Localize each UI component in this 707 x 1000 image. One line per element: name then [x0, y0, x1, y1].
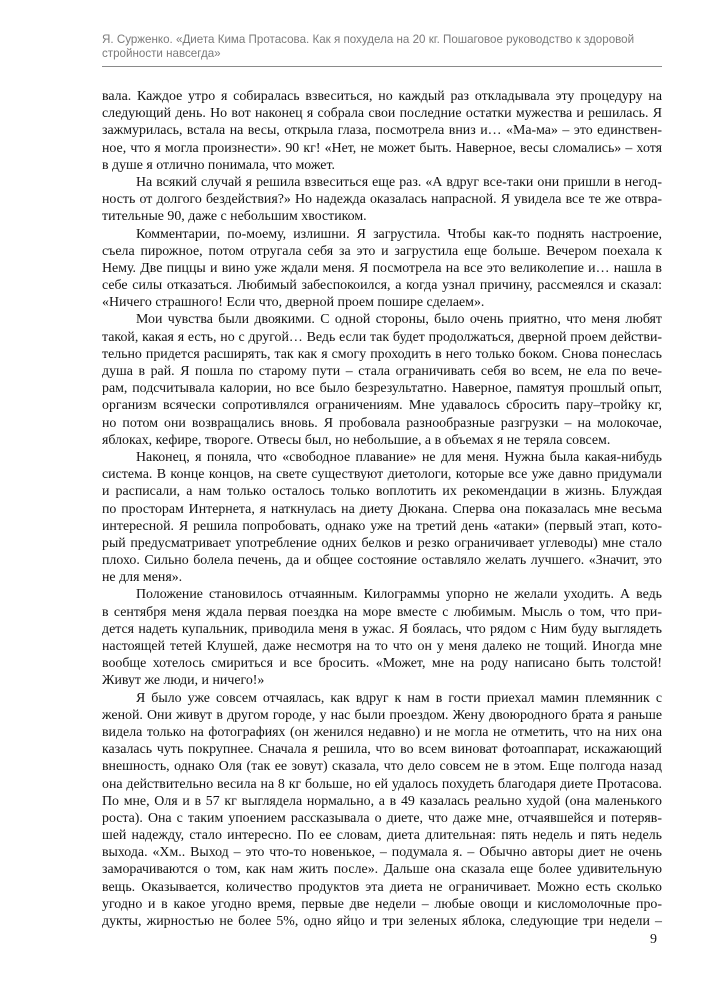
paragraph: [102, 311, 662, 449]
text-line: дукты, жирностью не более 5%, одно яйцо и три зеленых яблока, следующие три недели –: [102, 914, 662, 929]
text-line: По мне, Оля и в 57 кг выглядела нормально, а в 49 казалась реально худой (она маленького: [102, 793, 662, 809]
text-line: съела пирожное, потом отругала себя за это и загрустила еще больше. Вечером поехала к: [102, 243, 662, 259]
text-line: Наконец, я поняла, что «свободное плавание» не для меня. Нужна была какая-нибудь: [136, 449, 662, 465]
text-line: Нему. Две пиццы и вино уже ждали меня. Я посмотрела на все это великолепие и… нашла в: [102, 260, 662, 276]
paragraph: [102, 586, 662, 689]
text-line: видела только на фотографиях (он женился недавно) и не могла не отметить, что на них она: [102, 724, 662, 740]
text-line: Живут же люди, и ничего!»: [102, 673, 265, 689]
text-line: душа в рай. Я пошла по старому пути – стала ограничивать себя во всем, не ела по вече-: [102, 364, 662, 379]
text-line: дется надеть купальник, приводила меня в ужас. Я боялась, что рядом с Ним буду выглядеть: [102, 621, 662, 637]
text-line: «Ничего страшного! Если что, дверной проем пошире сделаем».: [102, 295, 485, 311]
paragraph: [102, 449, 662, 587]
text-line: система. В конце концов, на свете существуют диетологи, которые все уже давно придумали: [102, 467, 662, 483]
text-line: в сентября меня ждала первая поездка на море вместе с любимым. Мысль о том, что при-: [102, 604, 662, 620]
text-line: настоящей тетей Клушей, даже несмотря на то что он у меня далеко не тощий. Иногда мне: [102, 639, 662, 654]
text-line: тительные 90, даже с небольшим хвостиком.: [102, 209, 367, 225]
text-line: казалась чуть покрупнее. Сначала я решила, что во всем виноват фотоаппарат, искажающий: [102, 742, 662, 758]
text-line: организм всячески сопротивлялся ограничениям. Мне удавалось сбросить пару–тройку кг,: [102, 398, 662, 414]
text-line: На всякий случай я решила взвеситься еще раз. «А вдруг все-таки они пришли в негод-: [136, 174, 662, 190]
paragraph: [102, 690, 662, 931]
text-line: вообще хотелось смириться и все бросить. «Может, мне на роду написано быть толстой!: [102, 656, 662, 672]
page-number: 9: [650, 932, 657, 947]
header-divider: [102, 66, 662, 67]
text-line: рый предусматривает употребление одних белков и резко ограничивает углеводы) мне стало: [102, 535, 662, 551]
paragraph: [102, 88, 662, 174]
text-line: интересной. Я решила попробовать, однако уже на третий день «атаки» (первый этап, кото-: [102, 518, 662, 534]
running-header: Я. Сурженко. «Диета Кима Протасова. Как я похудела на 20 кг. Пошаговое руководство к здоровой стройности навсегда»: [102, 33, 635, 60]
text-line: выхода. «Хм.. Выход – это что-то новенькое, – подумала я. – Обычно авторы диет не очень: [102, 845, 662, 861]
text-line: Положение становилось отчаянным. Килограммы упорно не желали уходить. А ведь: [136, 587, 662, 603]
text-line: она действительно весила на 8 кг больше, но ей удалось похудеть благодаря диете Протасова.: [102, 776, 662, 792]
text-line: женой. Они живут в другом городе, у нас были проездом. Жену двоюродного брата я раньше: [102, 707, 662, 723]
text-line: не для меня».: [102, 570, 183, 586]
text-line: вала. Каждое утро я собиралась взвеситься, но каждый раз откладывала эту процедуру на: [102, 89, 662, 104]
text-line: рам, подсчитывала калории, но все было безрезультатно. Наверное, памятуя прошлый опыт,: [102, 381, 662, 397]
text-line: следующий день. Но вот наконец я собрала свои последние остатки мужества и решилась. Я: [102, 106, 662, 122]
paragraph: [102, 174, 662, 226]
text-line: яблоках, кефире, твороге. Отвесы был, но небольшие, а в объемах я не теряла совсем.: [102, 432, 611, 448]
text-line: ность от долгого бездействия?» Но надежда оказалась напрасной. Я увидела все те же отвра-: [102, 192, 662, 208]
text-line: себе силы отказаться. Любимый забеспокоился, а когда узнал причину, рассмеялся и сказал:: [102, 278, 662, 294]
text-line: и расписали, а нам только осталось только воплотить их рекомендации в жизнь. Блуждая: [102, 484, 662, 500]
text-line: но потом они возвращались вновь. Я пробовала разнообразные разгрузки – на молокочае,: [102, 415, 662, 431]
text-line: тельно придется расширять, так как я смогу проходить в него только боком. Снова понеслась: [102, 346, 662, 362]
text-line: шей надежду, стало интересно. По ее словам, диета длительная: пять недель и пять недель: [102, 828, 662, 844]
text-line: вещь. Оказывается, количество продуктов эта диета не ограничивает. Можно есть сколько: [102, 879, 662, 895]
text-line: плохо. Сильно болела печень, да и общее состояние оставляло желать лучшего. «Значит, это: [102, 553, 662, 569]
text-line: заморачиваются о том, как нам жить после». Дальше она сказала еще более удивительную: [102, 862, 662, 878]
text-line: внешность, однако Оля (так ее зовут) сказала, что дело совсем не в этом. Еще полгода назад: [102, 759, 662, 775]
text-line: Я было уже совсем отчаялась, как вдруг к нам в гости приехал мамин племянник с: [136, 690, 662, 706]
text-line: в душе я отлично понимала, что может.: [102, 157, 335, 173]
text-line: роста). Она с таким упоением рассказывала о диете, что даже мне, отчаявшейся и потеряв-: [102, 810, 662, 826]
text-line: по просторам Интернета, я наткнулась на диету Дюкана. Сперва она показалась мне весьма: [102, 501, 662, 517]
text-line: такой, какая я есть, но с другой… Ведь если так будет продолжаться, дверной проем действи-: [102, 329, 662, 345]
text-line: ное, что я могла произнести». 90 кг! «Нет, не может быть. Наверное, весы сломались» – хотя: [102, 140, 662, 156]
page-body: [102, 88, 662, 930]
paragraph: [102, 226, 662, 312]
text-line: Мои чувства были двоякими. С одной стороны, было очень приятно, что меня любят: [136, 312, 662, 328]
text-line: угодно и в какое угодно время, первые две недели – любые овощи и кисломолочные про-: [102, 896, 662, 912]
text-line: Комментарии, по-моему, излишни. Я загрустила. Чтобы как-то поднять настроение,: [136, 226, 662, 242]
text-line: зажмурилась, встала на весы, открыла глаза, посмотрела вниз и… «Ма-ма» – это единствен-: [102, 123, 662, 139]
